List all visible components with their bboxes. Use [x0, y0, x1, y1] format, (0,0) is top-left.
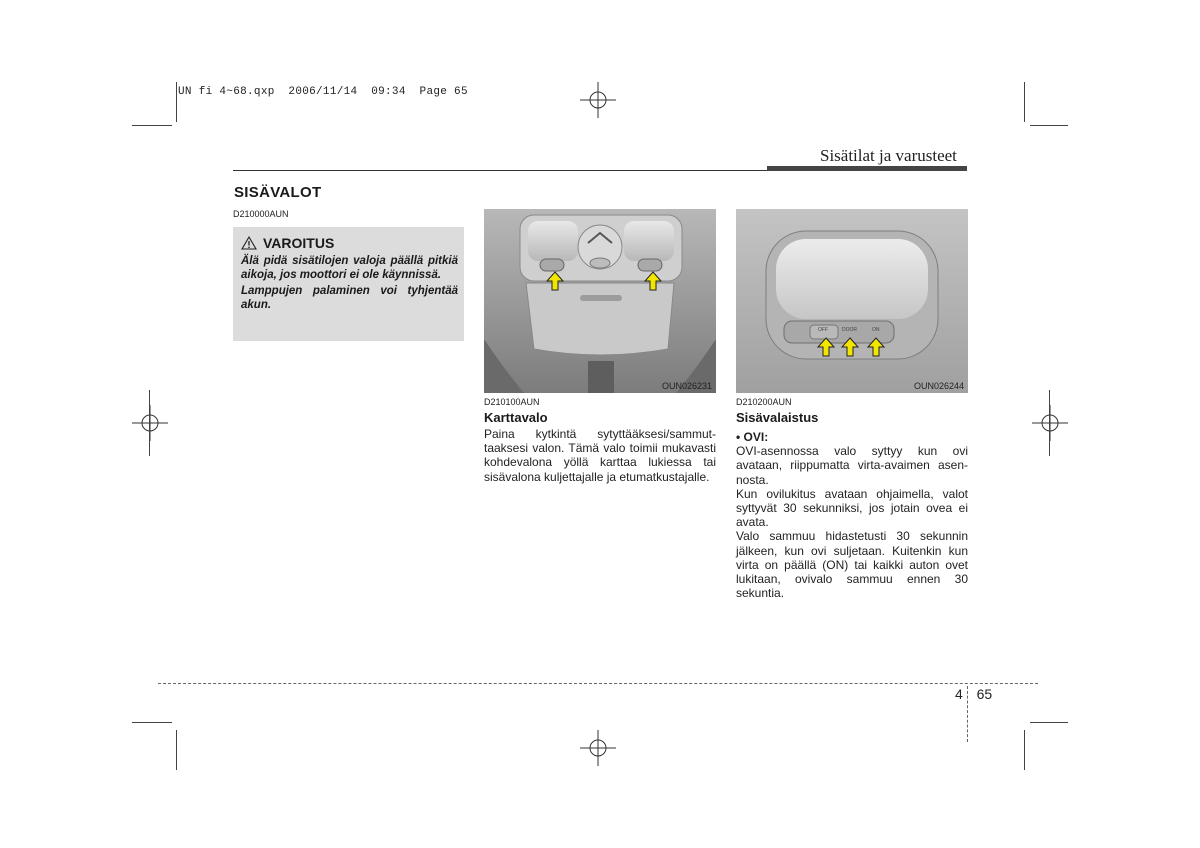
subsection-heading: Sisävalaistus — [736, 410, 819, 425]
page-title: SISÄVALOT — [234, 184, 322, 201]
arrow-up-icon — [817, 337, 835, 357]
header-bar — [767, 166, 967, 171]
switch-label-on: ON — [872, 327, 880, 333]
room-lamp-photo — [736, 209, 968, 393]
registration-mark-icon — [580, 730, 616, 766]
page-number — [955, 686, 992, 702]
registration-mark-icon — [580, 82, 616, 118]
map-lamp-photo — [484, 209, 716, 393]
crop-mark — [1024, 730, 1025, 770]
arrow-up-icon — [644, 271, 662, 291]
paragraph: OVI-asennossa valo syttyy kun ovi avataan, riippumatta virta-avaimen asennosta. — [736, 444, 968, 487]
paragraph: Kun ovilukitus avataan ohjaimella, valot syttyvät 30 sekunniksi, jos jotain ovea ei avata. — [736, 486, 968, 530]
footer-rule — [158, 683, 1038, 684]
chapter-number: 4 — [955, 686, 963, 702]
registration-mark-icon — [1032, 405, 1068, 441]
warning-text — [241, 254, 458, 314]
bullet-label: • OVI: — [736, 430, 769, 444]
body-text — [484, 427, 716, 484]
arrow-up-icon — [546, 271, 564, 291]
running-header-title: Sisätilat ja varusteet — [820, 146, 957, 165]
body-text — [736, 430, 968, 600]
switch-label-door: DOOR — [842, 327, 857, 333]
warning-title: VAROITUS — [263, 235, 335, 251]
section-code: D210200AUN — [736, 397, 792, 407]
image-code: OUN026244 — [913, 381, 964, 391]
crop-mark — [1030, 722, 1068, 723]
paragraph: Valo sammuu hidastetusti 30 sekunnin jälkeen, kun ovi suljetaan. Kuitenkin kun virta on päällä (ON) tai kaikki auton ovet lukitaan, ovivalo sammuu ennen 30 sekuntia. — [736, 529, 968, 601]
arrow-up-icon — [841, 337, 859, 357]
warning-triangle-icon — [241, 236, 257, 250]
section-code: D210000AUN — [233, 209, 289, 219]
section-code: D210100AUN — [484, 397, 540, 407]
switch-label-off: OFF — [818, 327, 828, 333]
crop-mark — [176, 730, 177, 770]
registration-mark-icon — [132, 405, 168, 441]
crop-mark — [132, 125, 172, 126]
room-lamp-illustration — [736, 209, 968, 393]
arrow-up-icon — [867, 337, 885, 357]
warning-paragraph: Lamppujen palaminen voi tyhjentää akun. — [241, 285, 458, 311]
warning-heading — [241, 235, 334, 251]
subsection-heading: Karttavalo — [484, 410, 548, 425]
crop-mark — [176, 82, 177, 122]
paragraph: Paina kytkintä sytyttääksesi/sammuttaaksesi valon. Tämä valo toimii mukavasti kohdevalona yöllä karttaa lukiessa tai sisävalona kuljettajalle ja etumatkustajalle. — [484, 427, 716, 484]
crop-mark — [1049, 390, 1050, 456]
map-lamp-illustration — [484, 209, 716, 393]
warning-box — [233, 227, 464, 341]
crop-mark — [1024, 82, 1025, 122]
print-slug: UN fi 4~68.qxp 2006/11/14 09:34 Page 65 — [178, 86, 468, 98]
crop-mark — [1030, 125, 1068, 126]
crop-mark — [132, 722, 172, 723]
page-number-value: 65 — [976, 686, 993, 702]
crop-mark — [149, 390, 150, 456]
warning-paragraph: Älä pidä sisätilojen valoja päällä pitkiä aikoja, jos moottori ei ole käynnissä. — [241, 255, 458, 281]
image-code: OUN026231 — [661, 381, 712, 391]
